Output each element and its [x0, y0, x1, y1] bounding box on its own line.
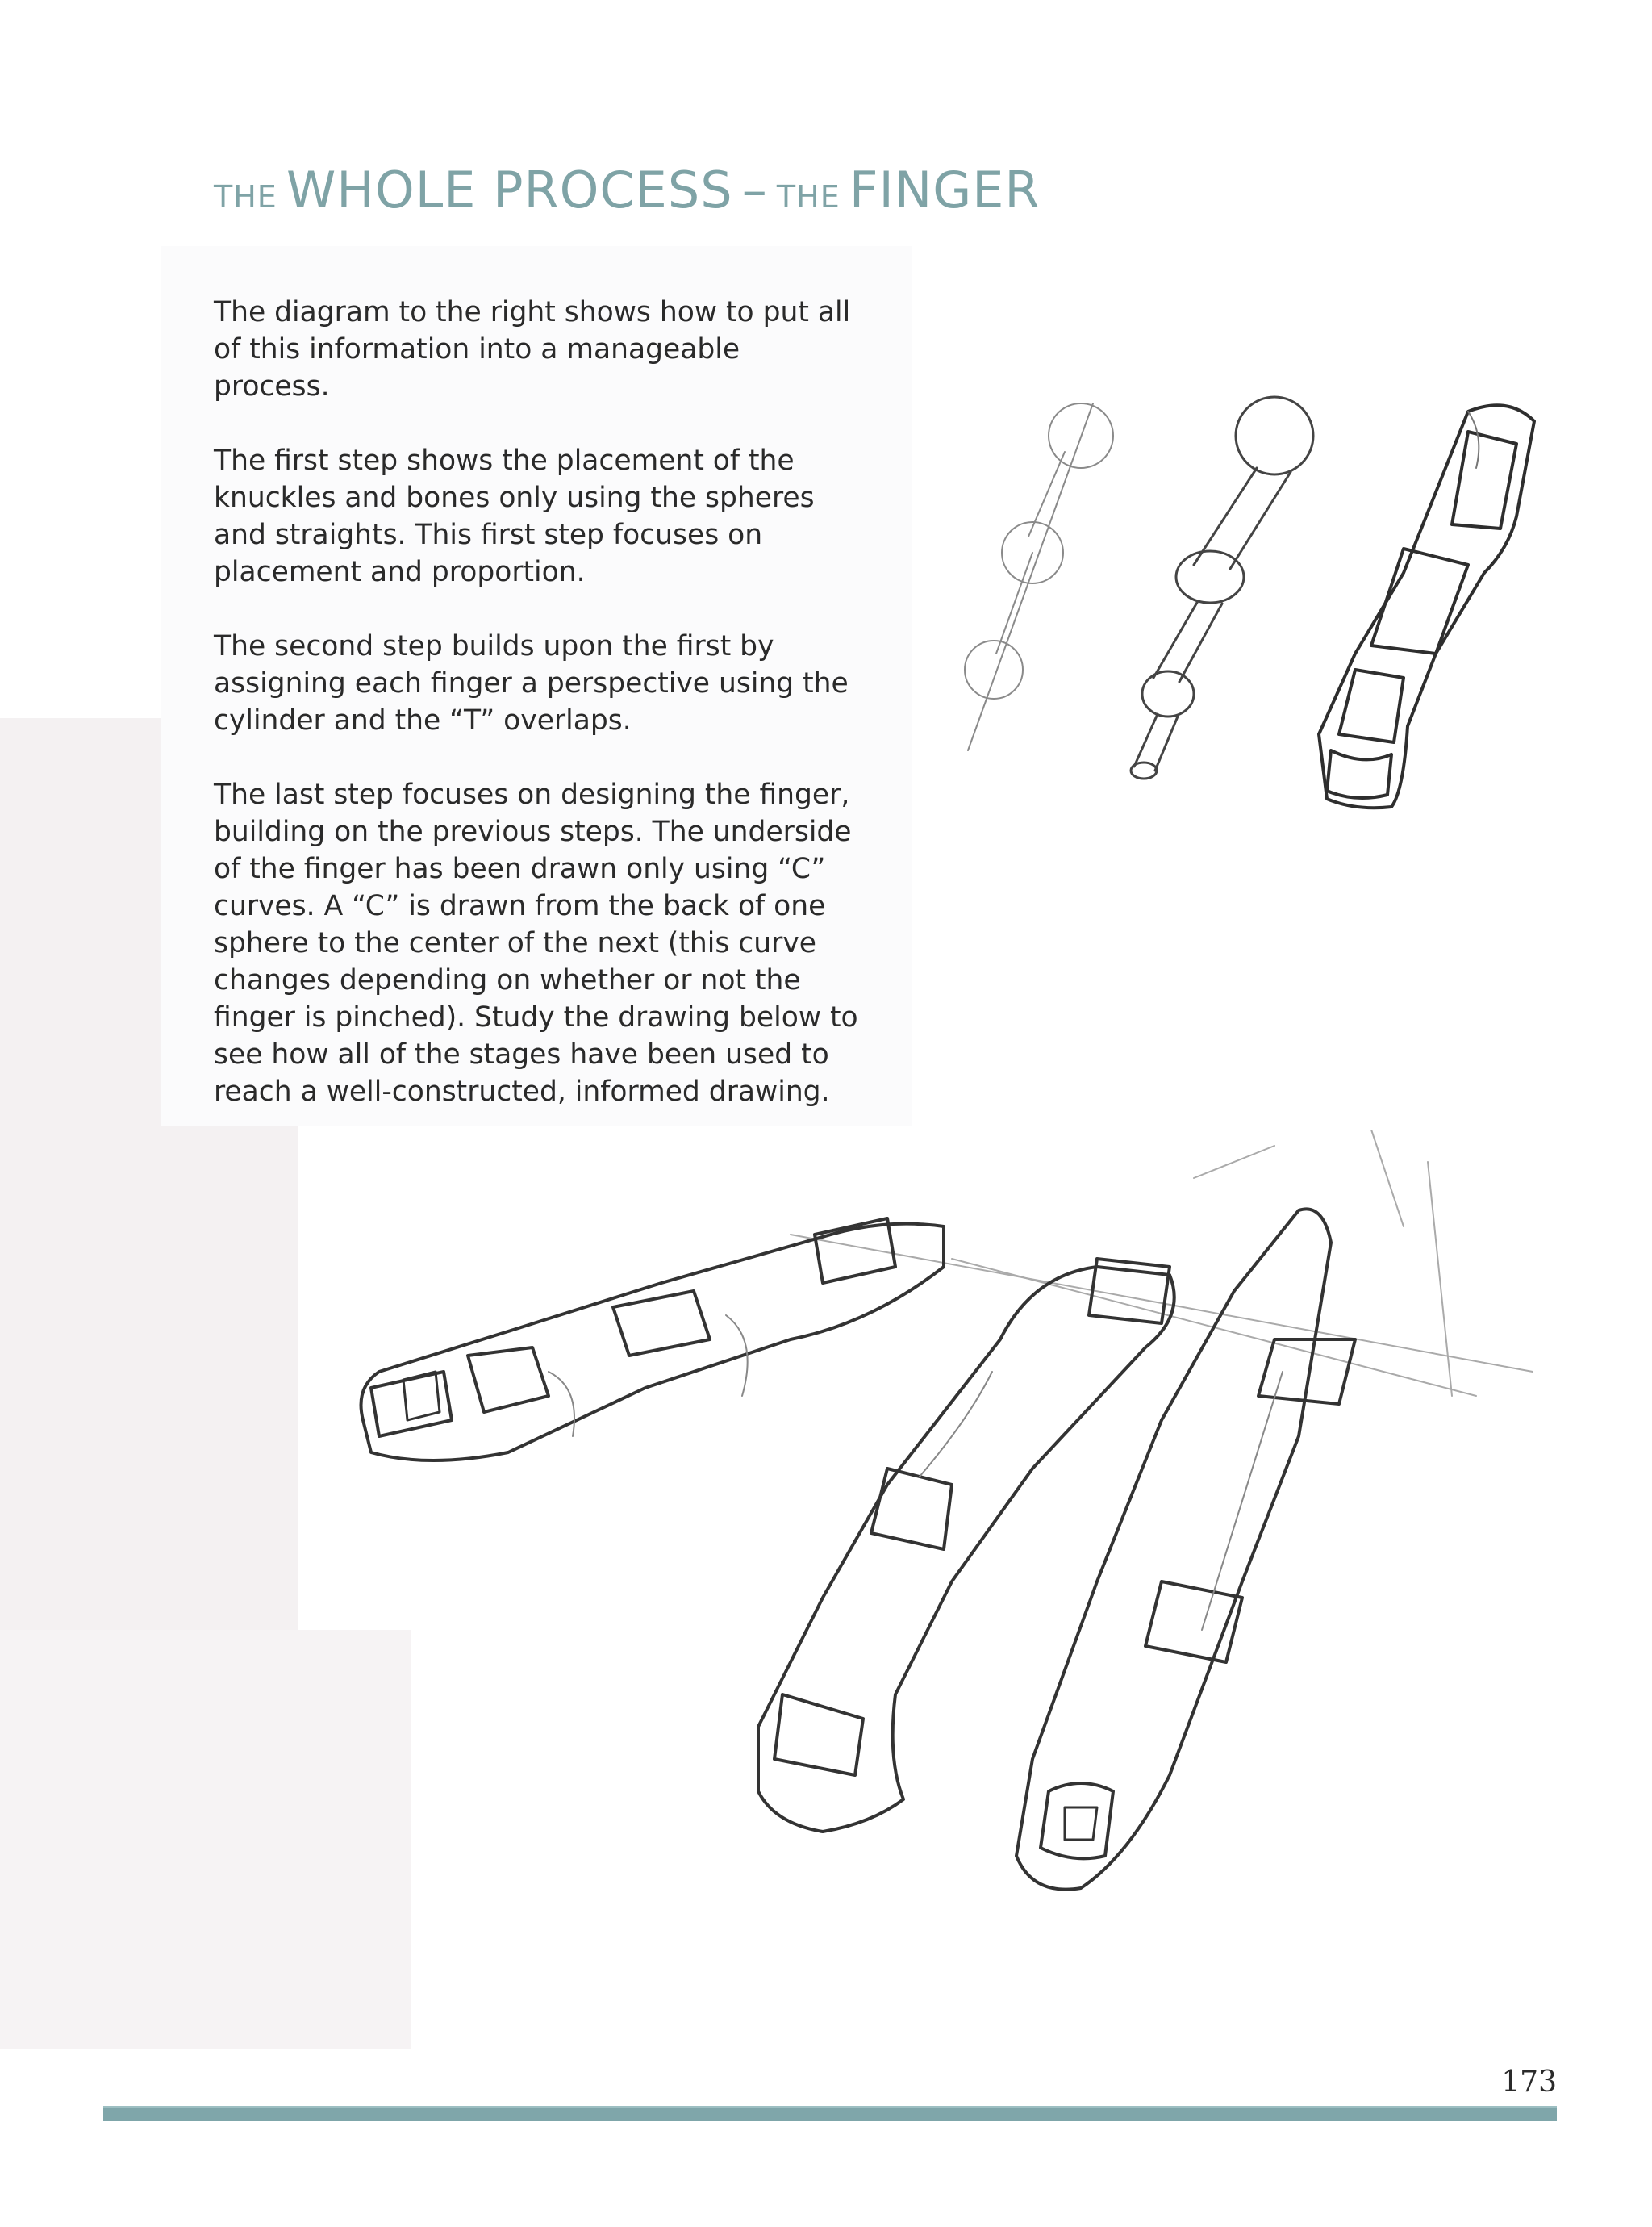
body-text [214, 294, 859, 1147]
step-3-designed-finger-sketch [1319, 405, 1534, 808]
step-1-spheres-sketch [965, 403, 1113, 750]
paragraph-1: The diagram to the right shows how to put all of this information into a manageable process. [214, 296, 851, 403]
title-the-2: THE [776, 179, 841, 215]
paragraph-3: The second step builds upon the first by assigning each finger a perspective using the cylinder and the “T” overlaps. [214, 630, 849, 737]
perspective-guide-lines [791, 1146, 1533, 1396]
paragraph-4: The last step focuses on designing the finger, building on the previous steps. The underside of the finger has been drawn only using “C” curves. A “C” is drawn from the back of one sphere to the center of the next (this curve changes depending on whether or not the finger is pinched). Study the drawing below to see how all of the stages have been used to reach a well-constructed, informed drawing. [214, 779, 858, 1108]
title-whole-process: WHOLE PROCESS [286, 161, 733, 219]
three-step-finger-diagram [952, 387, 1565, 823]
finger-3-sketch [1016, 1130, 1404, 1890]
step-2-cylinders-sketch [1131, 397, 1313, 779]
title-dash: – [741, 161, 768, 219]
title-finger: FINGER [849, 161, 1041, 219]
large-finger-drawing [307, 1130, 1549, 2114]
footer-rule [103, 2106, 1557, 2121]
page-number: 173 [1501, 2066, 1557, 2099]
finger-1-sketch [361, 1218, 945, 1460]
title-the-1: THE [214, 179, 277, 215]
page-title [214, 161, 1041, 219]
paragraph-2: The first step shows the placement of the knuckles and bones only using the spheres and straights. This first step focuses on placement and proportion. [214, 445, 815, 588]
